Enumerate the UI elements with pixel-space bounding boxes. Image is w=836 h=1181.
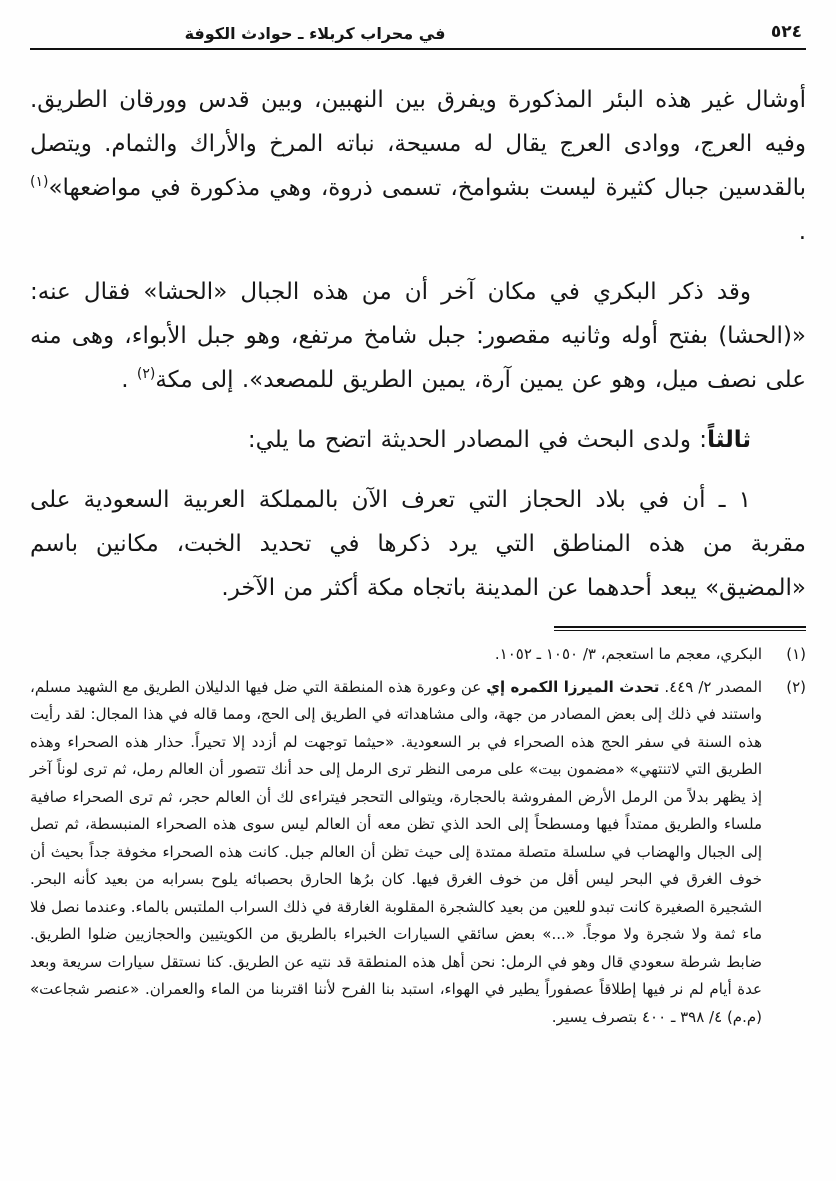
running-title: في محراب كربلاء ـ حوادث الكوفة [184,24,446,43]
paragraph-lead-bold: ثالثاً [707,427,751,453]
paragraph-text: أوشال غير هذه البئر المذكورة ويفرق بين النهبين، وبين قدس وورقان الطريق. وفيه العرج، ووادى العرج يقال له مسيحة، نباته المرخ والأراك والثمام. ويتصل بالقدسين جبال كثيرة ليست بشوامخ، تسمى ذروة، وهي مذكورة في مواضعها» [30,87,806,201]
footnote-text [30,674,762,1032]
footnote-body: عن وعورة هذه المنطقة التي ضل فيها الدليلان الطريق مع الشهيد مسلم، واستند في ذلك إلى بعض المصادر من جهة، والى مشاهداته في الطريق إلى الحج، ومما قاله في هذا المجال: لقد رأيت هذه السنة في سفر الحج هذه الصحراء في بر السعودية. «حيثما توجهت لم أزدد إلا تحيراً. حذار هذه الصحراء وهذه الطريق التي لاتنتهي» «مضمون بيت» على مرمى النظر ترى الرمل إلى حد أنك تتصور أن العالم رمل، ثم ترى لوناً آخر إذ يظهر بدلاً من الرمل الأرض المفروشة بالحجارة، ويتوالى التحجر فيتراءى لك أن العالم حجر، ثم ترى الصحراء صافية ملساء والطريق ممتداً فيها ومسطحاً إلى الحد الذي تظن معه أن العالم ليس سوى هذه الصحراء المنبسطة، ثم تصل إلى الجبال والهضاب في سلسلة متصلة ممتدة إلى حيث تظن أن العالم جبل. كانت هذه الصحراء مخوفة جداً بحيث أن خوف الغرق في البحر ليس أقل من خوف الغرق فيها. كان برُها الحارق بحصبائه يلوح بسرابه من بعيد كأنه البحر. الشجيرة الصغيرة كانت تبدو للعين من بعيد كالشجرة المقلوبة الغارقة في ذلك السراب الملتبس بالماء. وعندما نصل فلا ماء ثمة ولا شجرة ولا موجاً. «...» بعض سائقي السيارات الخبراء بالطريق من الكويتيين والحجازيين ضلوا الطريق. ضابط شرطة سعودي قال وهو في الرمل: نحن أهل هذه المنطقة قد نتيه عن الطريق. كنا نستقل سيارات سريعة وبعد عدة أيام لم نر فيها إطلاقاً عصفوراً يطير في الهواء، استبد بنا الفرح لأننا اقتربنا من الماء والعمران. «عنصر شجاعت» (م.م) ٤/ ٣٩٨ ـ ٤٠٠ بتصرف يسير. [30,677,762,1026]
footnotes-section [30,626,806,1031]
footnote-marker: (١) [786,645,806,663]
footnote-2 [30,674,806,1032]
footnote-emphasis: تحدث الميرزا الكمره إي [486,677,660,696]
body-paragraph-1 [30,78,806,254]
footnote-1 [30,641,806,669]
body-paragraph-4 [30,478,806,610]
footnote-ref-1: (١) [30,174,49,190]
footnote-ref-2: (٢) [136,366,156,382]
paragraph-tail: . [121,367,137,393]
footnote-marker: (٢) [786,677,806,696]
page-body [0,78,836,1031]
page-header [0,0,836,50]
body-paragraph-2 [30,270,806,402]
paragraph-text: : ولدى البحث في المصادر الحديثة اتضح ما يلي: [247,427,708,453]
paragraph-text: ١ ـ أن في بلاد الحجاز التي تعرف الآن بالمملكة العربية السعودية على مقربة من هذه المناطق التي يرد ذكرها في تحديد الخبت، مكانين باسم «المضيق» يبعد أحدهما عن المدينة باتجاه مكة أكثر من الآخر. [30,487,806,601]
paragraph-text: وقد ذكر البكري في مكان آخر أن من هذه الجبال «الحشا» فقال عنه: «(الحشا) بفتح أوله وثانيه مقصور: جبل شامخ مرتفع، وهو جبل الأبواء، وهى منه على نصف ميل، وهو عن يمين آرة، يمين الطريق للمصعد». إلى مكة [30,279,806,393]
header-rule [30,48,806,50]
footnote-separator-rule [554,626,806,631]
footnote-text: البكري، معجم ما استعجم، ٣/ ١٠٥٠ ـ ١٠٥٢. [494,645,762,663]
body-paragraph-3 [30,418,806,462]
paragraph-tail: . [798,219,806,245]
footnote-source: المصدر ٢/ ٤٤٩. [659,677,762,696]
page-number: ٥٢٤ [770,22,802,42]
